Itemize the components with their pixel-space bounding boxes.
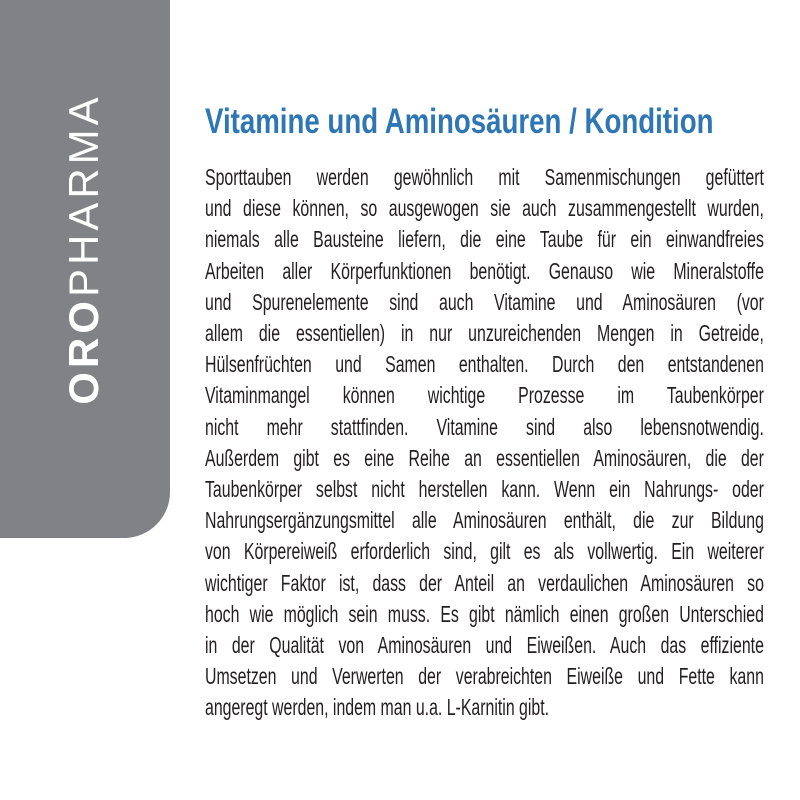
- body-line: von Körpereiweiß erforderlich sind, gilt es als vollwertig. Ein weiterer: [205, 538, 764, 565]
- body-line: Umsetzen und Verwerten der verabreichten Eiweiße und Fette kann: [205, 663, 764, 690]
- brand-logo-bold: ORO: [60, 297, 107, 405]
- body-line: angeregt werden, indem man u.a. L-Karnitin gibt.: [205, 694, 550, 721]
- brand-logo-light: PHARMA: [60, 93, 107, 298]
- body-line: Hülsenfrüchten und Samen enthalten. Durch den entstandenen: [205, 351, 764, 378]
- body-line: Taubenkörper selbst nicht herstellen kann. Wenn ein Nahrungs- oder: [205, 476, 764, 503]
- body-line: in der Qualität von Aminosäuren und Eiweißen. Auch das effiziente: [205, 632, 764, 659]
- article-body: [205, 162, 764, 724]
- body-line: Sporttauben werden gewöhnlich mit Samenmischungen gefüttert: [205, 164, 764, 190]
- body-line: Vitaminmangel können wichtige Prozesse im Taubenkörper: [205, 382, 764, 409]
- brand-sidebar: [0, 0, 170, 538]
- brand-logo: [60, 93, 107, 405]
- body-line: hoch wie möglich sein muss. Es gibt nämlich einen großen Unterschied: [205, 600, 764, 627]
- body-line: Nahrungsergänzungsmittel alle Aminosäuren enthält, die zur Bildung: [205, 507, 764, 534]
- body-line: Arbeiten aller Körperfunktionen benötigt. Genauso wie Mineralstoffe: [205, 257, 764, 284]
- body-line: Außerdem gibt es eine Reihe an essentiellen Aminosäuren, die der: [205, 444, 764, 471]
- body-line: nicht mehr stattfinden. Vitamine sind also lebensnotwendig.: [205, 413, 764, 440]
- page-title: Vitamine und Aminosäuren / Kondition: [205, 102, 714, 141]
- body-line: wichtiger Faktor ist, dass der Anteil an verdaulichen Aminosäuren so: [205, 569, 764, 596]
- body-line: und Spurenelemente sind auch Vitamine und Aminosäuren (vor: [205, 288, 764, 315]
- body-line: allem die essentiellen) in nur unzureichenden Mengen in Getreide,: [205, 320, 764, 347]
- body-line: niemals alle Bausteine liefern, die eine Taube für ein einwandfreies: [205, 226, 764, 253]
- body-line: und diese können, so ausgewogen sie auch zusammengestellt wurden,: [205, 195, 764, 222]
